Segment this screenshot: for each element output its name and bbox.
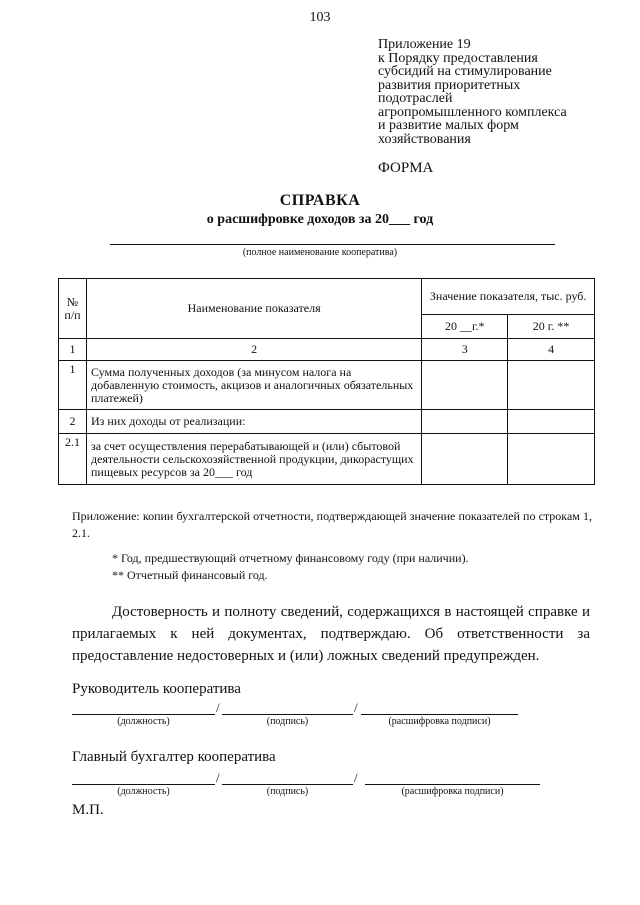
page-number: 103: [309, 10, 331, 25]
accountant-signature-caption: (подпись): [266, 786, 309, 797]
accountant-name-line[interactable]: [365, 784, 540, 785]
row-value-curr-cell[interactable]: [508, 410, 595, 434]
appendix-block: [378, 38, 618, 146]
appendix-line: развития приоритетных: [378, 77, 521, 93]
appendix-note: Приложение: копии бухгалтерской отчетности, подтверждающей значение показателей по строкам 1, 2.1.: [72, 509, 592, 540]
footnote-reporting-year: ** Отчетный финансовый год.: [112, 568, 268, 582]
signature-separator: /: [216, 770, 220, 785]
accountant-role-label: Главный бухгалтер кооператива: [72, 749, 276, 765]
form-label: ФОРМА: [378, 160, 434, 176]
head-position-line[interactable]: [72, 714, 215, 715]
row-value-prev-cell[interactable]: [422, 434, 508, 485]
signature-separator: /: [354, 700, 358, 715]
header-name: Наименование показателя: [86, 279, 421, 339]
income-table: [58, 278, 595, 485]
accountant-name-caption: (расшифровка подписи): [401, 786, 504, 797]
row-name: Сумма полученных доходов (за минусом налога на добавленную стоимость, акцизов и аналогичных обязательных платежей): [86, 361, 421, 410]
accountant-signature-line[interactable]: [222, 784, 353, 785]
header-num: № п/п: [59, 279, 87, 339]
head-position-caption: (должность): [117, 716, 170, 727]
row-name: Из них доходы от реализации:: [86, 410, 421, 434]
document-subtitle: о расшифровке доходов за 20___ год: [206, 212, 434, 227]
appendix-line: и развитие малых форм: [378, 118, 519, 133]
head-name-caption: (расшифровка подписи): [388, 716, 491, 727]
cooperative-name-line[interactable]: [110, 244, 555, 245]
column-number: 2: [86, 339, 421, 361]
row-value-curr-cell[interactable]: [508, 361, 595, 410]
row-name: за счет осуществления перерабатывающей и (или) сбытовой деятельности сельскохозяйственной продукции, дикорастущих пищевых ресурсов за 20___ год: [86, 434, 421, 485]
signature-separator: /: [354, 770, 358, 785]
accountant-position-caption: (должность): [117, 786, 170, 797]
footnote-previous-year: * Год, предшествующий отчетному финансовому году (при наличии).: [112, 551, 469, 565]
header-value: Значение показателя, тыс. руб.: [422, 279, 595, 315]
row-num: 2: [59, 410, 87, 434]
certification-statement: Достоверность и полноту сведений, содержащихся в настоящей справке и прилагаемых к ней документах, подтверждаю. Об ответственности за предоставление недостоверных и (или) ложных сведений предупрежден.: [72, 604, 590, 664]
stamp-place-label: М.П.: [72, 802, 104, 818]
row-value-curr-cell[interactable]: [508, 434, 595, 485]
row-value-prev-cell[interactable]: [422, 361, 508, 410]
column-number: 3: [422, 339, 508, 361]
column-number: 1: [59, 339, 87, 361]
row-value-prev-cell[interactable]: [422, 410, 508, 434]
row-num: 1: [59, 361, 87, 410]
appendix-line: субсидий на стимулирование: [378, 64, 552, 79]
head-signature-line[interactable]: [222, 714, 353, 715]
appendix-line: хозяйствования: [378, 131, 471, 147]
cooperative-name-caption: (полное наименование кооператива): [242, 247, 398, 258]
header-year-prev: 20 __г.*: [422, 315, 508, 339]
appendix-line: подотраслей: [378, 91, 453, 106]
signature-separator: /: [216, 700, 220, 715]
head-signature-caption: (подпись): [266, 716, 309, 727]
appendix-line: агропромышленного комплекса: [378, 104, 567, 120]
accountant-position-line[interactable]: [72, 784, 215, 785]
appendix-line: к Порядку предоставления: [378, 50, 538, 66]
header-year-curr: 20 г. **: [508, 315, 595, 339]
appendix-line: Приложение 19: [378, 37, 471, 52]
head-name-line[interactable]: [361, 714, 518, 715]
head-role-label: Руководитель кооператива: [72, 681, 241, 697]
column-number: 4: [508, 339, 595, 361]
document-title: СПРАВКА: [279, 192, 361, 209]
row-num: 2.1: [59, 434, 87, 485]
